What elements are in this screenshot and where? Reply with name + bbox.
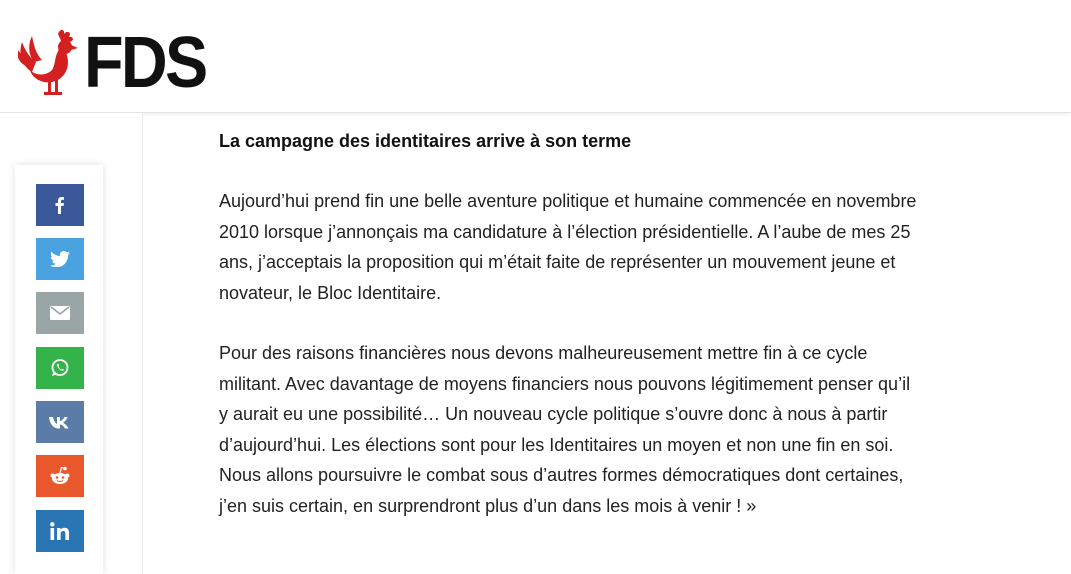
site-logo[interactable] xyxy=(18,23,219,103)
share-whatsapp-button[interactable] xyxy=(36,347,84,389)
rooster-icon xyxy=(18,28,86,98)
whatsapp-icon xyxy=(50,358,70,378)
text-line: j’en suis certain, en surprendront plus d’un dans les mois à venir ! » xyxy=(219,495,757,516)
share-reddit-button[interactable] xyxy=(36,455,84,497)
text-line: d’aujourd’hui. Les élections sont pour les Identitaires un moyen et non une fin en soi. xyxy=(219,434,894,455)
vk-icon xyxy=(49,416,71,429)
share-vk-button[interactable] xyxy=(36,401,84,443)
share-email-button[interactable] xyxy=(36,292,84,334)
linkedin-icon xyxy=(50,522,70,540)
text-line: novateur, le Bloc Identitaire. xyxy=(219,282,442,303)
share-facebook-button[interactable] xyxy=(36,184,84,226)
text-line: ans, j’acceptais la proposition qui m’était faite de représenter un mouvement jeune et xyxy=(219,252,896,272)
text-line: Pour des raisons financières nous devons malheureusement mettre fin à ce cycle xyxy=(219,343,868,363)
text-line: y aurait eu une possibilité… Un nouveau cycle politique s’ouvre donc à nous à partir xyxy=(219,404,888,424)
text-line: militant. Avec davantage de moyens financiers nous pouvons légitimement penser qu’il xyxy=(219,373,911,394)
twitter-icon xyxy=(50,251,70,267)
text-line: Aujourd’hui prend fin une belle aventure politique et humaine commencée en novembre xyxy=(219,191,917,211)
article-paragraph-2 xyxy=(219,338,1019,521)
reddit-icon xyxy=(49,466,71,486)
text-line: Nous allons poursuivre le combat sous d’autres formes démocratiques dont certaines, xyxy=(219,465,904,485)
article-paragraph-1 xyxy=(219,186,1019,308)
email-icon xyxy=(50,306,70,320)
logo-text: FDS xyxy=(84,23,206,103)
share-twitter-button[interactable] xyxy=(36,238,84,280)
facebook-icon xyxy=(52,196,68,214)
site-header xyxy=(0,0,1071,113)
text-line: 2010 lorsque j’annonçais ma candidature à l’élection présidentielle. A l’aube de mes 25 xyxy=(219,221,911,242)
share-linkedin-button[interactable] xyxy=(36,510,84,552)
article-body xyxy=(219,128,1019,521)
article-heading: La campagne des identitaires arrive à son terme xyxy=(219,131,632,151)
